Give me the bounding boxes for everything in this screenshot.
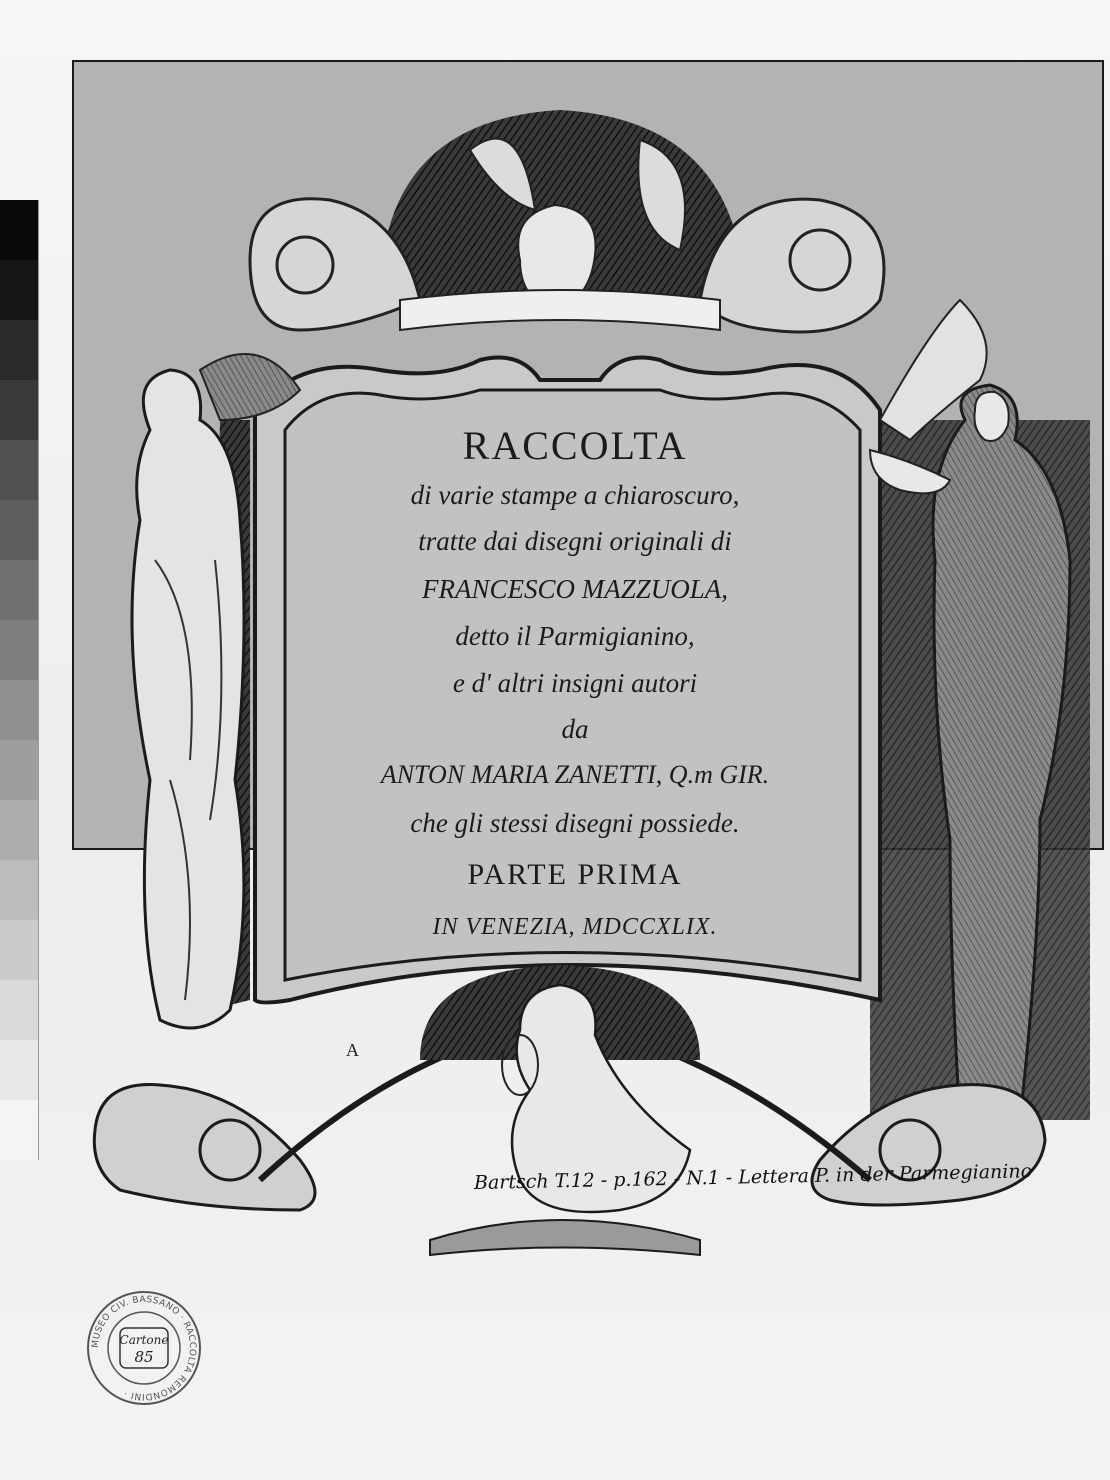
artist-monogram: A [346,1040,359,1060]
subtitle-line-2: tratte dai disegni originali di [418,526,732,556]
top-ribbon [400,290,720,330]
subtitle-line-1: di varie stampe a chiaroscuro, [410,480,740,510]
right-figure-face [974,392,1008,441]
publisher-name: ANTON MARIA ZANETTI, Q.m GIR. [380,760,770,789]
left-figure-body [132,370,244,1028]
book-title: RACCOLTA [462,423,688,468]
stamp-cartone-label: Cartone [119,1333,169,1347]
ownership-line: che gli stessi disegni possiede. [410,808,740,838]
imprint-line: IN VENEZIA, MDCCXLIX. [432,914,718,940]
stamp-ring-text: MUSEO CIV. BASSANO · RACCOLTA REMONDINI · [90,1294,198,1402]
by-line: da [561,714,589,744]
other-authors: e d' altri insigni autori [452,668,698,698]
author-alias: detto il Parmigianino, [455,621,695,651]
bottom-right-cornucopia [812,1085,1045,1205]
museum-stamp [84,1288,204,1408]
author-name: FRANCESCO MAZZUOLA, [421,574,729,604]
bottom-left-cornucopia [94,1085,315,1210]
bottom-rock-base [430,1220,700,1255]
title-cartouche [290,418,860,1018]
stamp-cartone-number: 85 [134,1348,154,1366]
part-label: PARTE PRIMA [467,858,683,891]
handwritten-annotation: Bartsch T.12 - p.162 - N.1 - Lettera P. in der Parmegianino [473,1160,1033,1194]
